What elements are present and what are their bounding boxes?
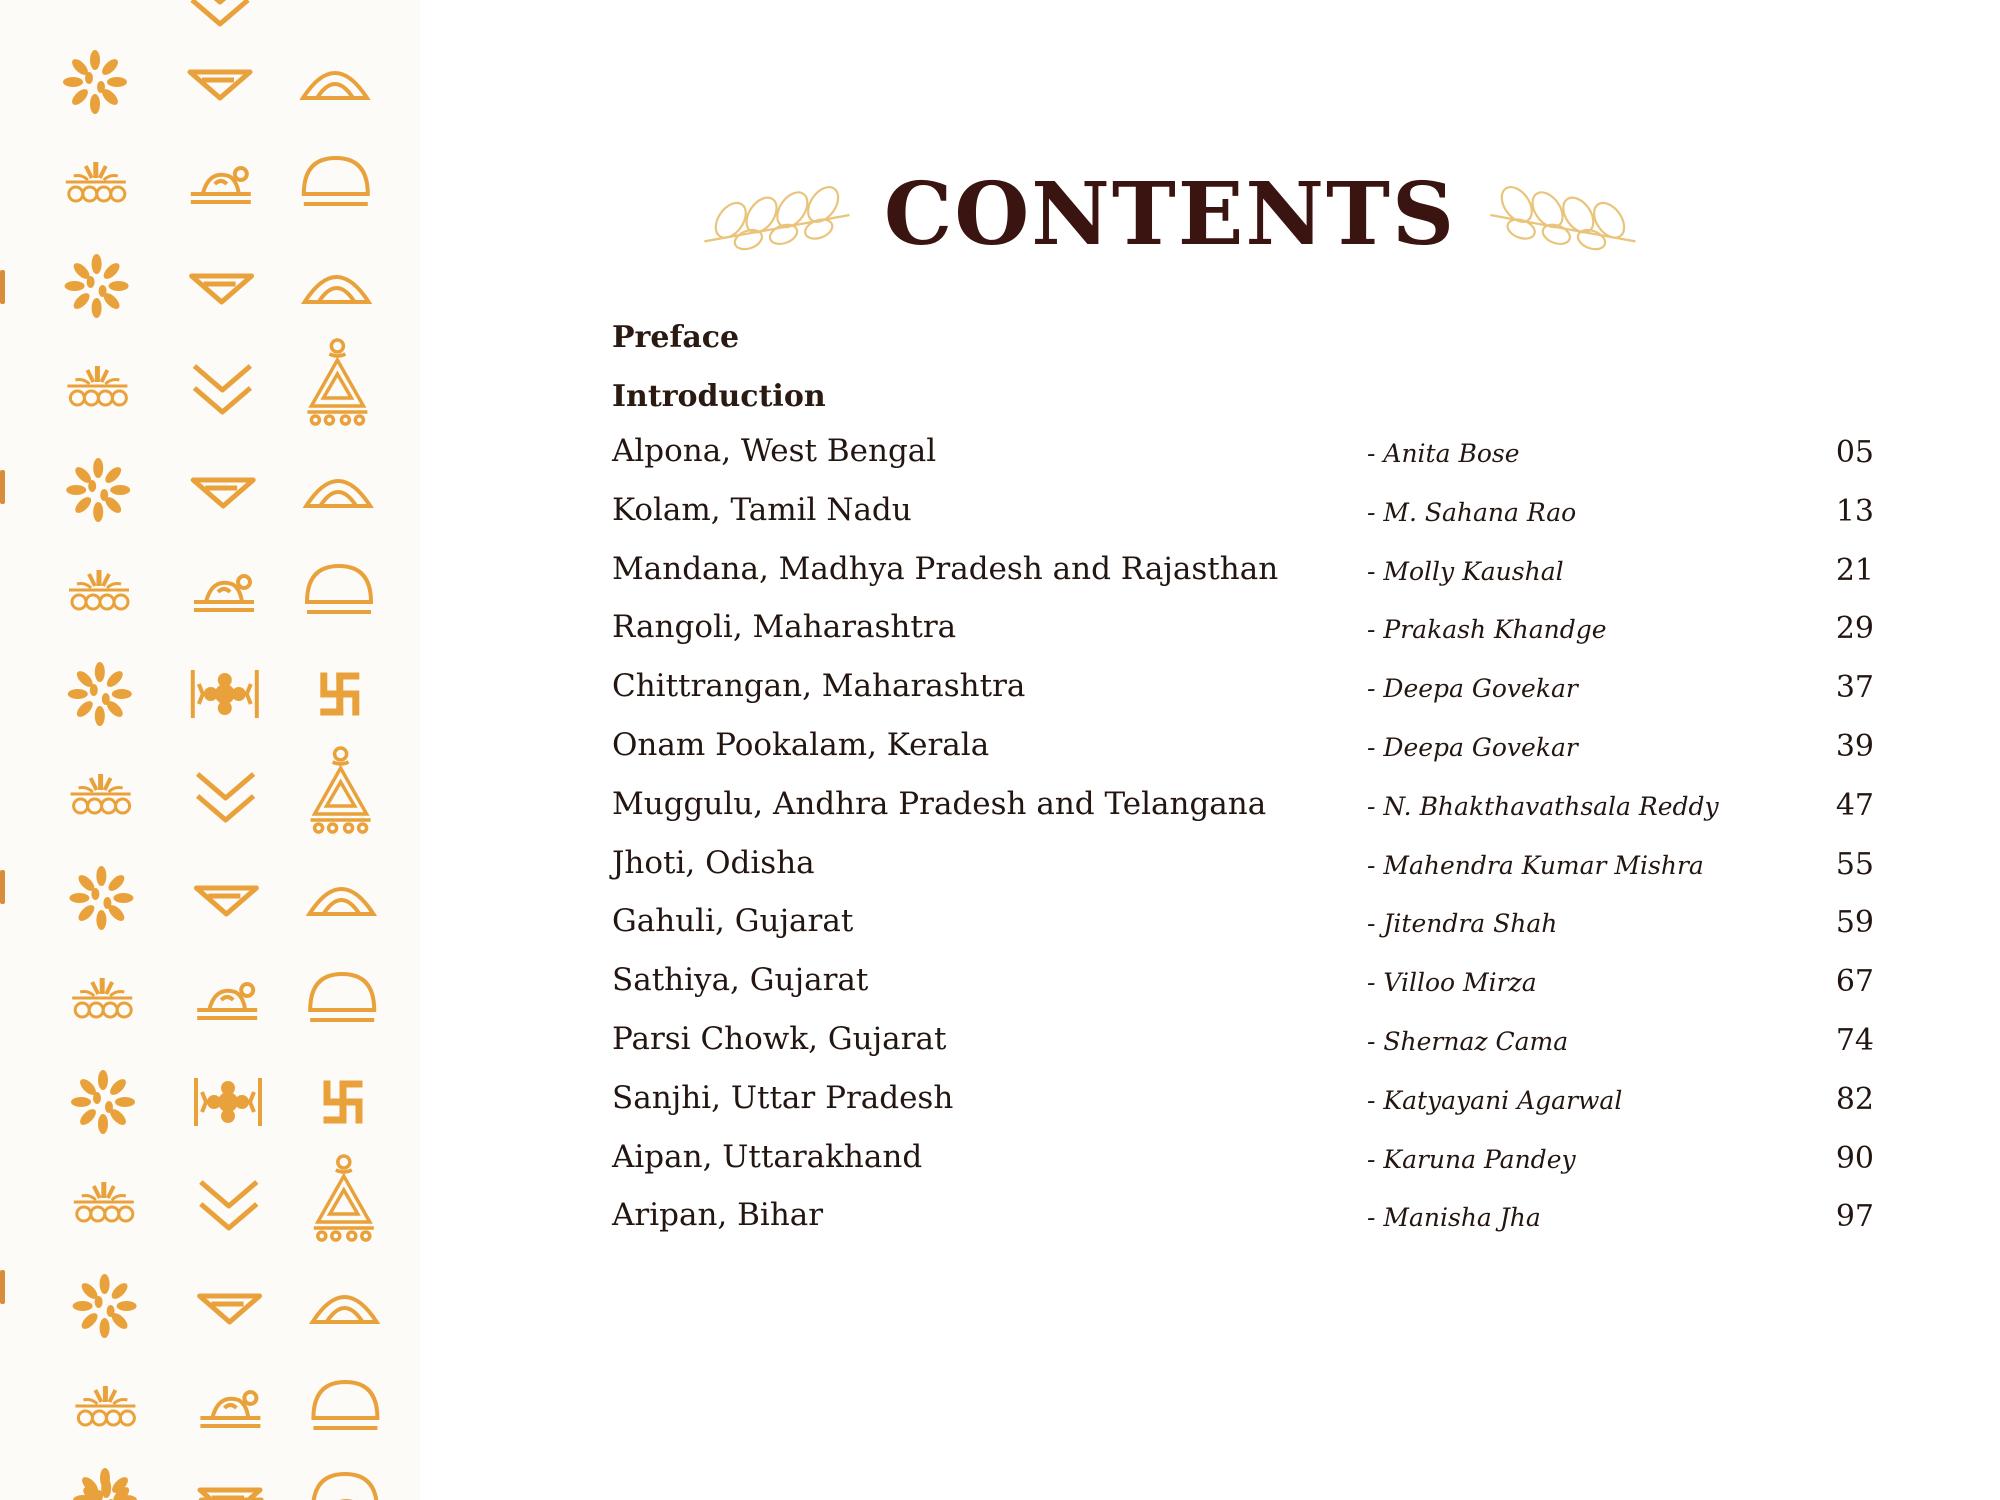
toc-entry-page-number: 21 [1835, 552, 1874, 588]
laurel-right-icon [1486, 175, 1640, 255]
motif-lamp-icon [194, 576, 254, 610]
motif-chevron-icon [192, 0, 248, 24]
toc-entry-page-number: 13 [1835, 493, 1874, 529]
motif-arch-icon [305, 277, 369, 302]
toc-entry-title: Muggulu, Andhra Pradesh and Telangana [612, 785, 1267, 822]
toc-entry-title: Jhoti, Odisha [612, 844, 815, 881]
motif-temple-icon [307, 340, 367, 424]
motif-sprout-icon [72, 978, 132, 1017]
toc-entry[interactable] [612, 550, 1874, 610]
toc-entry[interactable] [612, 1138, 1874, 1198]
toc-entry-title: Mandana, Madhya Pradesh and Rajasthan [612, 550, 1279, 587]
motif-flower-icon [71, 1070, 135, 1134]
toc-entry[interactable] [612, 844, 1874, 904]
motif-border-panel [0, 0, 420, 1500]
motif-flower-icon [65, 254, 129, 318]
toc-entry-page-number: 37 [1835, 670, 1874, 706]
edge-mark [0, 270, 5, 304]
motif-framed-icon [193, 670, 257, 718]
toc-entry-title: Kolam, Tamil Nadu [612, 491, 912, 528]
toc-entry-author: - Manisha Jha [1367, 1203, 1541, 1233]
toc-entry[interactable] [612, 1197, 1874, 1256]
toc-entry-author: - Deepa Govekar [1367, 732, 1578, 762]
toc-entry-title: Chittrangan, Maharashtra [612, 668, 1026, 705]
motif-swastika-icon [327, 1084, 359, 1120]
motif-dome-icon [313, 1382, 377, 1428]
toc-entry[interactable] [612, 491, 1874, 551]
motif-bowl-icon [193, 480, 253, 506]
toc-preface[interactable]: Preface [612, 320, 740, 355]
toc-entry-page-number: 82 [1835, 1081, 1874, 1117]
edge-mark [0, 470, 5, 504]
motif-temple-icon [311, 748, 371, 832]
motif-dome-icon [307, 566, 371, 612]
motif-framed-icon [196, 1078, 260, 1126]
toc-entry-title: Alpona, West Bengal [612, 433, 937, 469]
motif-flower-icon [66, 458, 130, 522]
motif-bowl-icon [200, 1490, 260, 1500]
toc-entry-title: Aipan, Uttarakhand [612, 1138, 923, 1175]
toc-entry-page-number: 29 [1835, 611, 1874, 647]
motif-chevron-icon [198, 774, 254, 820]
motif-bowl-icon [190, 72, 250, 98]
toc-entry-page-number: 05 [1835, 435, 1874, 470]
motif-sprout-icon [67, 366, 127, 405]
toc-entry-author: - Anita Bose [1367, 439, 1520, 468]
toc-entry-title: Parsi Chowk, Gujarat [612, 1020, 947, 1057]
motif-lamp-icon [197, 984, 257, 1018]
motif-flower-icon [69, 866, 133, 930]
toc-entry-page-number: 59 [1835, 905, 1874, 941]
toc-entry-author: - Karuna Pandey [1367, 1144, 1576, 1174]
toc-entry[interactable] [612, 903, 1874, 962]
toc-entry-author: - Mahendra Kumar Mishra [1367, 850, 1704, 880]
toc-entry-page-number: 67 [1835, 964, 1874, 1000]
toc-entry[interactable] [612, 1020, 1874, 1080]
motif-bowl-icon [196, 888, 256, 914]
motif-bowl-icon [192, 276, 252, 302]
motif-dome-icon [313, 1474, 377, 1500]
motif-lamp-icon [191, 168, 251, 202]
toc-entry[interactable] [612, 1079, 1874, 1139]
toc-entry[interactable] [612, 433, 1874, 492]
toc-entry-author: - Deepa Govekar [1367, 674, 1578, 704]
motif-arch-icon [303, 73, 367, 98]
toc-entry[interactable] [612, 609, 1874, 668]
motif-lamp-icon [200, 1392, 260, 1426]
toc-entry-author: - Prakash Khandge [1367, 615, 1607, 645]
motif-temple-icon [314, 1156, 374, 1240]
toc-entry[interactable] [612, 962, 1874, 1021]
toc-introduction[interactable]: Introduction [612, 379, 826, 414]
motif-arch-icon [306, 481, 370, 506]
toc-entry[interactable] [612, 726, 1874, 786]
toc-entry-author: - Katyayani Agarwal [1367, 1085, 1623, 1115]
toc-entry-title: Aripan, Bihar [612, 1197, 824, 1234]
toc-entry-page-number: 90 [1835, 1140, 1874, 1176]
motif-sprout-icon [74, 1182, 134, 1221]
toc-entry-title: Onam Pookalam, Kerala [612, 726, 990, 763]
toc-entry-author: - Villoo Mirza [1367, 968, 1537, 998]
toc-list [612, 433, 1874, 1256]
motif-bowl-icon [200, 1296, 260, 1322]
motif-sprout-icon [69, 570, 129, 609]
toc-entry[interactable] [612, 668, 1874, 727]
toc-entry-page-number: 55 [1835, 846, 1874, 882]
motif-arch-icon [313, 1297, 377, 1322]
motif-sprout-icon [66, 162, 126, 201]
motif-dome-icon [310, 974, 374, 1020]
motif-sprout-icon [71, 774, 131, 813]
toc-entry[interactable] [612, 785, 1874, 845]
page-title: CONTENTS [883, 164, 1457, 265]
toc-entry-page-number: 97 [1835, 1199, 1874, 1235]
motif-arch-icon [309, 889, 373, 914]
toc-entry-page-number: 74 [1835, 1022, 1874, 1058]
motif-flower-icon [73, 1274, 137, 1338]
toc-entry-author: - Jitendra Shah [1367, 909, 1558, 939]
toc-entry-author: - M. Sahana Rao [1367, 497, 1577, 527]
toc-entry-title: Rangoli, Maharashtra [612, 609, 957, 646]
laurel-left-icon [700, 175, 854, 255]
toc-entry-title: Gahuli, Gujarat [612, 903, 854, 940]
toc-entry-author: - N. Bhakthavathsala Reddy [1367, 791, 1719, 821]
motif-swastika-icon [324, 676, 356, 712]
toc-entry-author: - Molly Kaushal [1367, 556, 1564, 586]
toc-entry-page-number: 47 [1835, 787, 1874, 823]
contents-heading [700, 160, 1640, 270]
edge-mark [0, 870, 5, 904]
toc-entry-page-number: 39 [1835, 728, 1874, 764]
motif-flower-icon [63, 50, 127, 114]
motif-sprout-icon [75, 1386, 135, 1425]
toc-entry-title: Sathiya, Gujarat [612, 962, 869, 999]
motif-chevron-icon [201, 1182, 257, 1228]
edge-mark [0, 1270, 5, 1304]
motif-flower-icon [68, 662, 132, 726]
toc-entry-title: Sanjhi, Uttar Pradesh [612, 1079, 954, 1116]
toc-entry-author: - Shernaz Cama [1367, 1026, 1569, 1056]
motif-dome-icon [304, 158, 368, 204]
motif-chevron-icon [194, 366, 250, 412]
decorative-motif-pattern [0, 0, 420, 1500]
